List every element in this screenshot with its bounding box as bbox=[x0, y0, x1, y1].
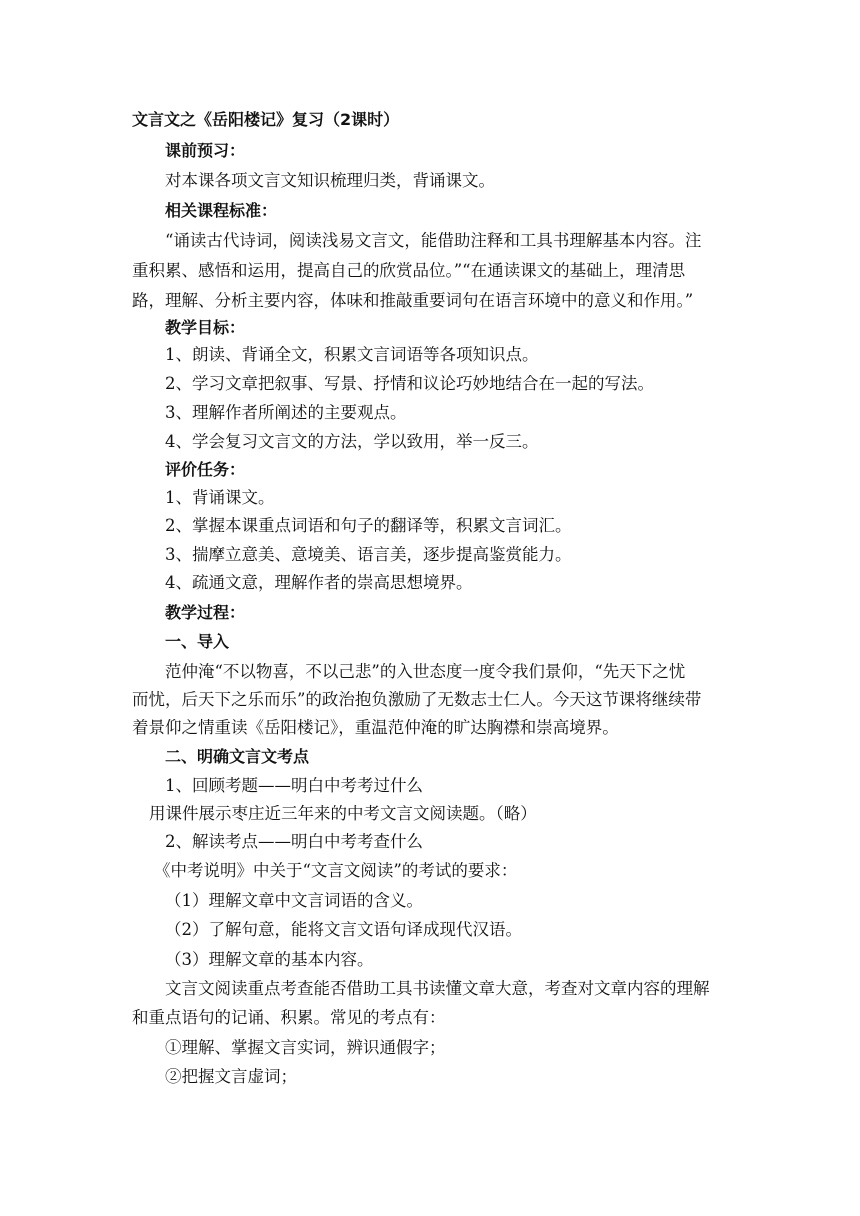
exam-point: ②把握文言虚词； bbox=[165, 1067, 297, 1086]
focus-line: 文言文阅读重点考查能否借助工具书读懂文章大意，考查对文章内容的理解 bbox=[165, 979, 710, 998]
intro-line: 着景仰之情重读《岳阳楼记》，重温范仲淹的旷达胸襟和崇高境界。 bbox=[132, 718, 619, 737]
task-item: 3、揣摩立意美、意境美、语言美，逐步提高鉴赏能力。 bbox=[165, 545, 572, 564]
goal-item: 2、学习文章把叙事、写景、抒情和议论巧妙地结合在一起的写法。 bbox=[165, 374, 654, 393]
tasks-heading: 评价任务： bbox=[165, 460, 246, 479]
exam-intro: 《中考说明》中关于“文言文阅读”的考试的要求： bbox=[154, 861, 518, 880]
goals-heading: 教学目标： bbox=[165, 318, 246, 337]
subsection-title: 2、解读考点——明白中考考查什么 bbox=[165, 832, 423, 851]
standards-line: “诵读古代诗词，阅读浅易文言文，能借助注释和工具书理解基本内容。注 bbox=[165, 231, 702, 250]
task-item: 1、背诵课文。 bbox=[165, 488, 275, 507]
intro-line: 而忧，后天下之乐而乐”的政治抱负激励了无数志士仁人。今天这节课将继续带 bbox=[132, 690, 702, 709]
focus-line: 和重点语句的记诵、积累。常见的考点有： bbox=[132, 1008, 446, 1027]
preview-heading: 课前预习： bbox=[165, 141, 246, 160]
preview-text: 对本课各项文言文知识梳理归类，背诵课文。 bbox=[165, 171, 495, 190]
subsection-title: 1、回顾考题——明白中考考过什么 bbox=[165, 776, 423, 795]
goal-item: 1、朗读、背诵全文，积累文言词语等各项知识点。 bbox=[165, 345, 539, 364]
exam-requirement: （3）理解文章的基本内容。 bbox=[165, 950, 374, 969]
section-heading: 二、明确文言文考点 bbox=[165, 747, 310, 766]
task-item: 4、疏通文意，理解作者的崇高思想境界。 bbox=[165, 573, 473, 592]
exam-requirement: （1）理解文章中文言词语的含义。 bbox=[165, 891, 423, 910]
standards-heading: 相关课程标准： bbox=[165, 201, 278, 220]
document-title: 文言文之《岳阳楼记》复习（2课时） bbox=[132, 110, 400, 129]
goal-item: 3、理解作者所阐述的主要观点。 bbox=[165, 403, 407, 422]
exam-requirement: （2）了解句意，能将文言文语句译成现代汉语。 bbox=[165, 920, 522, 939]
standards-line: 重积累、感悟和运用，提高自己的欣赏品位。”“在通读课文的基础上，理清思 bbox=[132, 261, 686, 280]
standards-line: 路，理解、分析主要内容，体味和推敲重要词句在语言环境中的意义和作用。” bbox=[132, 291, 694, 310]
goal-item: 4、学会复习文言文的方法，学以致用，举一反三。 bbox=[165, 432, 539, 451]
task-item: 2、掌握本课重点词语和句子的翻译等，积累文言词汇。 bbox=[165, 516, 572, 535]
section-heading: 一、导入 bbox=[165, 632, 230, 651]
exam-point: ①理解、掌握文言实词，辨识通假字； bbox=[165, 1038, 446, 1057]
review-text: 用课件展示枣庄近三年来的中考文言文阅读题。（略） bbox=[149, 804, 537, 823]
intro-line: 范仲淹“不以物喜，不以己悲”的入世态度一度令我们景仰，“先天下之忧 bbox=[165, 662, 686, 681]
process-heading: 教学过程： bbox=[165, 603, 246, 622]
